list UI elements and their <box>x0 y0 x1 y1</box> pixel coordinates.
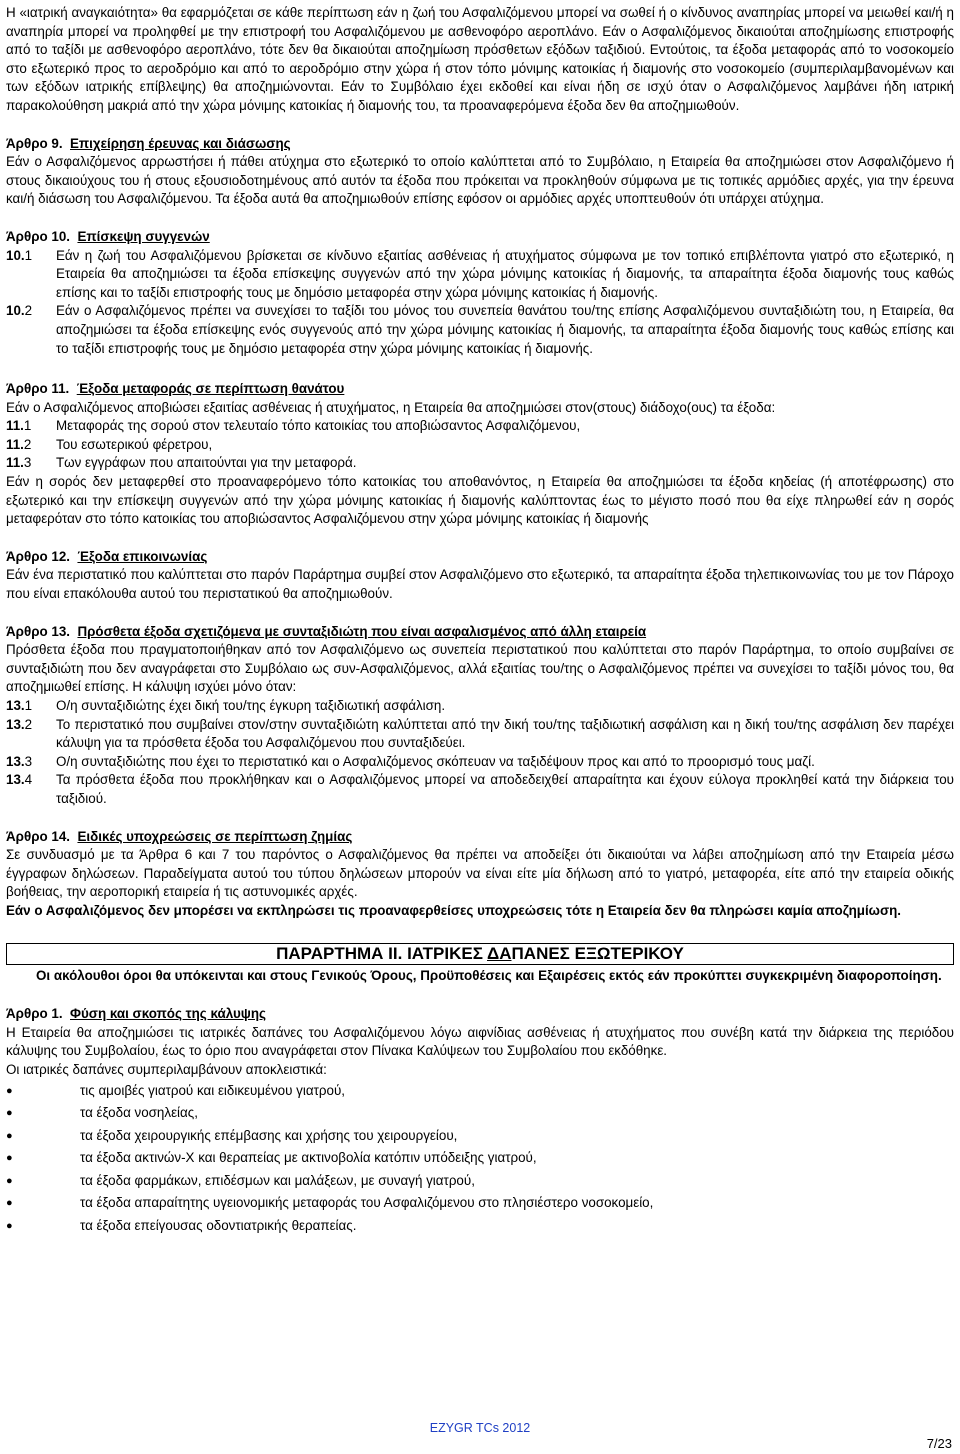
article-14-body: Σε συνδυασμό με τα Άρθρα 6 και 7 του παρόντος ο Ασφαλιζόμενος θα πρέπει να αποδείξει ότι δικαιούται να λάβει αποζημίωση από την Εταιρεία μέσω έγγραφων δηλώσεων. Παραδείγματα αυτού του τύπου δηλώσεων μπορούν να είναι είτε μία δήλωση από το γιατρό, μεταφορέα, είτε από την εταιρεία οδικής βοήθειας, την αεροπορική εταιρεία ή τις αστυνομικές αρχές. <box>6 847 954 900</box>
bullet-icon: ● <box>6 1107 13 1119</box>
clause-text: Ο/η συνταξιδιώτης που έχει το περιστατικό και ο Ασφαλιζόμενος σκόπευαν να ταξιδέψουν προς και από το προορισμό τους μαζί. <box>56 753 815 769</box>
clause-number: 13.3 <box>6 753 33 769</box>
article-11-lead: Εάν ο Ασφαλιζόμενος αποβιώσει εξαιτίας ασθένειας ή ατυχήματος, η Εταιρεία θα αποζημιώσει στον(στους) διάδοχο(ους) τα έξοδα: <box>6 399 776 415</box>
list-item: ● τα έξοδα απαραίτητης υγειονομικής μεταφοράς του Ασφαλιζόμενου στο πλησιέστερο νοσοκομείο, <box>6 1192 954 1215</box>
article-label: Άρθρο 12. <box>6 548 70 564</box>
clause-number: 11.1 <box>6 418 32 434</box>
clause-item <box>6 454 954 473</box>
article-label: Άρθρο 13. <box>6 623 70 639</box>
bullet-icon: ● <box>6 1197 13 1209</box>
expense-list <box>6 1080 954 1238</box>
footer-document-code: EZYGR TCs 2012 <box>429 1421 531 1435</box>
bullet-icon: ● <box>6 1174 13 1187</box>
article-title: Φύση και σκοπός της κάλυψης <box>70 1006 267 1022</box>
list-item: ● τις αμοιβές γιατρού και ειδικευμένου γιατρού, <box>6 1080 954 1103</box>
clause-number: 13.1 <box>6 698 33 713</box>
article-14-heading <box>6 828 954 847</box>
article-title: Επιχείρηση έρευνας και διάσωσης <box>70 135 291 151</box>
list-item: ● τα έξοδα φαρμάκων, επιδέσμων και μαλάξεων, με συναγή γιατρού, <box>6 1170 954 1193</box>
page-number: 7/23 <box>926 1436 952 1451</box>
article-title: Έξοδα μεταφοράς σε περίπτωση θανάτου <box>76 381 345 397</box>
annex-article-1-heading <box>6 1005 954 1024</box>
list-item: ● τα έξοδα νοσηλείας, <box>6 1102 954 1125</box>
article-title: Έξοδα επικοινωνίας <box>77 548 208 564</box>
clause-item <box>6 753 954 772</box>
bullet-icon: ● <box>6 1084 13 1097</box>
list-item: ● τα έξοδα ακτινών-Χ και θεραπείας με ακτινοβολία κατόπιν υπόδειξης γιατρού, <box>6 1147 954 1170</box>
article-title: Επίσκεψη συγγενών <box>77 228 210 244</box>
annex-article-1-list-lead: Οι ιατρικές δαπάνες συμπεριλαμβάνουν αποκλειστικά: <box>6 1061 327 1077</box>
clause-number: 11.2 <box>6 436 32 452</box>
clause-number: 10.1 <box>6 247 33 263</box>
list-item: ● τα έξοδα επείγουσας οδοντιατρικής θεραπείας. <box>6 1215 954 1238</box>
clause-text: Το περιστατικό που συμβαίνει στον/στην συνταξιδιώτη καλύπτεται από την δική του/της ταξιδιωτική ασφάλιση και η δική του/της ασφάλιση δεν παρέχει κάλυψη για τα πρόσθετα έξοδα του Ασφαλιζόμενου που συνταξιδεύει. <box>56 716 954 751</box>
annex-title-box <box>6 943 954 965</box>
bullet-icon: ● <box>6 1152 13 1164</box>
article-13-lead: Πρόσθετα έξοδα που πραγματοποιήθηκαν από τον Ασφαλιζόμενο ως συνεπεία περιστατικού που καλύπτεται στο παρόν Παράρτημα, το οποίο συμβαίνει σε συνταξιδιώτη που δεν αναγράφεται στο Συμβόλαιο ως συν-Ασφαλιζόμενος, αλλά εξαιτίας του/της ο Ασφαλιζόμενος πρέπει να συνεχίσει το ταξίδι μόνος του, θα αποζημιωθεί επίσης. Η κάλυψη ισχύει μόνο όταν: <box>6 642 954 695</box>
article-12-heading <box>6 548 954 567</box>
clause-number: 13.2 <box>6 716 33 732</box>
annex-article-1-body: Η Εταιρεία θα αποζημιώσει τις ιατρικές δαπάνες του Ασφαλιζόμενου λόγω αιφνίδιας ασθένειας ή ατυχήματος που συνέβη κατά την διάρκεια της περιόδου κάλυψης του Συμβολαίου, έως το όριο που αναγράφεται στον Πίνακα Καλύψεων του Συμβολαίου που εκδόθηκε. <box>6 1024 954 1059</box>
article-13-heading <box>6 623 954 642</box>
article-title: Ειδικές υποχρεώσεις σε περίπτωση ζημίας <box>77 828 353 844</box>
article-title: Πρόσθετα έξοδα σχετιζόμενα με συνταξιδιώτη που είναι ασφαλισμένος από άλλη εταιρεία <box>77 623 647 639</box>
article-11-tail: Εάν η σορός δεν μεταφερθεί στο προαναφερόμενο τόπο κατοικίας του αποθανόντος, η Εταιρεία θα αποζημιώσει τα έξοδα κηδείας (ή αποτέφρωσης) στο εξωτερικό και την επίσκεψη συγγενών από την χώρα μόνιμης κατοικίας ή διαμονής καλύπτοντας έως το μέγιστο ποσό που θα είχε πληρωθεί εάν η σορός μεταφερόταν στο τόπο κατοικίας του αποβιώσαντος Ασφαλιζόμενου στην χώρα μόνιμης κατοικίας ή διαμονής <box>6 474 954 527</box>
clause-item <box>6 697 954 716</box>
article-9-heading <box>6 135 954 154</box>
clause-item <box>6 417 954 436</box>
clause-text: Του εσωτερικού φέρετρου, <box>56 436 213 452</box>
clause-number: 13.4 <box>6 772 33 788</box>
clause-number: 11.3 <box>6 455 32 471</box>
article-label: Άρθρο 1. <box>6 1006 63 1022</box>
clause-text: Μεταφοράς της σορού στον τελευταίο τόπο κατοικίας του αποβιώσαντος Ασφαλιζόμενου, <box>56 418 581 434</box>
list-item: ● τα έξοδα χειρουργικής επέμβασης και χρήσης του χειρουργείου, <box>6 1125 954 1148</box>
article-10-heading <box>6 228 954 247</box>
clause-item <box>6 302 954 358</box>
clause-text: Εάν ο Ασφαλιζόμενος πρέπει να συνεχίσει το ταξίδι του μόνος του συνεπεία θανάτου του/της επίσης Ασφαλιζόμενου συνταξιδιώτη του, η Εταιρεία, θα αποζημιώσει τα έξοδα επίσκεψης ενός συγγενούς από την χώρα μόνιμης κατοικίας ή διαμονής, τα απαραίτητα έξοδα διαμονής τους καθώς επίσης και το ταξίδι επιστροφής τους με δημόσιο μεταφορέα στην χώρα μόνιμης κατοικίας ή διαμονής. <box>56 303 954 356</box>
clause-item <box>6 716 954 753</box>
article-11-heading <box>6 380 954 399</box>
bullet-icon: ● <box>6 1219 13 1232</box>
clause-text: Εάν η ζωή του Ασφαλιζόμενου βρίσκεται σε κίνδυνο εξαιτίας ασθένειας ή ατυχήματος σύμφωνα με τον τοπικό επιβλέποντα γιατρό στο εξωτερικό, η Εταιρεία θα αποζημιώσει τα έξοδα επίσκεψης συγγενών από την χώρα μόνιμης κατοικίας ή διαμονής, τα απαραίτητα έξοδα διαμονής τους καθώς επίσης και το ταξίδι επιστροφής τους με δημόσιο μεταφορέα στην χώρα μόνιμης κατοικίας ή διαμονής. <box>56 247 954 300</box>
annex-title-part: ΠΑΝΕΣ ΕΞΩΤΕΡΙΚΟΥ <box>511 943 684 963</box>
article-label: Άρθρο 10. <box>6 228 70 244</box>
document-page <box>6 4 954 1237</box>
clause-item <box>6 771 954 808</box>
clause-text: Ο/η συνταξιδιώτης έχει δική του/της έγκυρη ταξιδιωτική ασφάλιση. <box>56 698 446 713</box>
article-12-body: Εάν ένα περιστατικό που καλύπτεται στο παρόν Παράρτημα συμβεί στον Ασφαλιζόμενο στο εξωτερικό, τα απαραίτητα έξοδα τηλεπικοινωνίας του με τον Πάροχο που είναι επακόλουθα αυτού του περιστατικού θα αποζημιωθούν. <box>6 567 954 602</box>
article-9-body: Εάν ο Ασφαλιζόμενος αρρωστήσει ή πάθει ατύχημα στο εξωτερικό το οποίο καλύπτεται από το Συμβόλαιο, η Εταιρεία θα αποζημιώσει στον Ασφαλιζόμενο ή στους δικαιούχους του ή στους εξουσιοδοτημένους από αυτόν τα έξοδα που πρόκειται να προκληθούν σύμφωνα με τις τοπικές αρμόδιες αρχές, για την έρευνα και/ή διάσωση του Ασφαλιζόμενου. Τα έξοδα αυτά θα αποζημιωθούν επίσης εφόσον οι αρμόδιες αρχές υποπτευθούν ότι υπάρχει ατύχημα. <box>6 154 954 207</box>
article-label: Άρθρο 9. <box>6 135 63 151</box>
clause-item <box>6 247 954 303</box>
clause-number: 10.2 <box>6 303 33 319</box>
article-14-bold-note: Εάν ο Ασφαλιζόμενος δεν μπορέσει να εκπληρώσει τις προαναφερθείσες υποχρεώσεις τότε η Εταιρεία δεν θα πληρώσει καμία αποζημίωση. <box>6 902 902 918</box>
article-label: Άρθρο 14. <box>6 828 70 844</box>
article-label: Άρθρο 11. <box>6 381 70 397</box>
clause-text: Τα πρόσθετα έξοδα που προκλήθηκαν και ο Ασφαλιζόμενος μπορεί να αποδεδειχθεί απαραίτητα και έχουν εύλογα προκληθεί κατά την διάρκεια του ταξιδιού. <box>56 772 954 806</box>
clause-text: Των εγγράφων που απαιτούνται για την μεταφορά. <box>56 455 357 471</box>
annex-title-part: ΠΑΡΑΡΤΗΜΑ ΙΙ. ΙΑΤΡΙΚΕΣ <box>276 943 488 963</box>
bullet-icon: ● <box>6 1129 13 1142</box>
intro-paragraph: Η «ιατρική αναγκαιότητα» θα εφαρμόζεται σε κάθε περίπτωση εάν η ζωή του Ασφαλιζόμενου μπορεί να σωθεί ή ο κίνδυνος αναπηρίας μπορεί να μειωθεί και/ή η αναπηρία μπορεί να προληφθεί με την επιστροφή του Ασφαλιζόμενου με ασθενοφόρο αεροπλάνο. Εάν ο Ασφαλιζόμενος δικαιούται αποζημίωσης επιστροφής από το ταξίδι με ασθενοφόρο αεροπλάνο, τότε δεν θα δικαιούται αποζημίωση πρόσθετων εξόδων ταξιδιού. Εντούτοις, τα έξοδα μεταφοράς από το νοσοκομείο στο εξωτερικό προς το αεροδρόμιο και από το αεροδρόμιο στην χώρα ή στον τόπο μόνιμης κατοικίας ή διαμονής στο νοσοκομείο (συμπεριλαμβανομένων και των εξόδων ιατρικής επίβλεψης) θα αποζημιώνονται. Εάν το Συμβόλαιο έχει εκδοθεί και είναι ήδη σε ισχύ όταν ο Ασφαλιζόμενος λαμβάνει ήδη ιατρική παρακολούθηση μακριά από την χώρα μόνιμης κατοικίας ή διαμονής του, τα προαναφερόμενα έξοδα δεν θα αποζημιωθούν. <box>6 5 954 113</box>
annex-intro: Οι ακόλουθοι όροι θα υπόκεινται και στους Γενικούς Όρους, Προϋποθέσεις και Εξαιρέσεις εκτός εάν προκύπτει συγκεκριμένη διαφοροποίηση. <box>36 967 942 983</box>
clause-item <box>6 436 954 455</box>
annex-title-part: ΔΑ <box>487 943 512 963</box>
